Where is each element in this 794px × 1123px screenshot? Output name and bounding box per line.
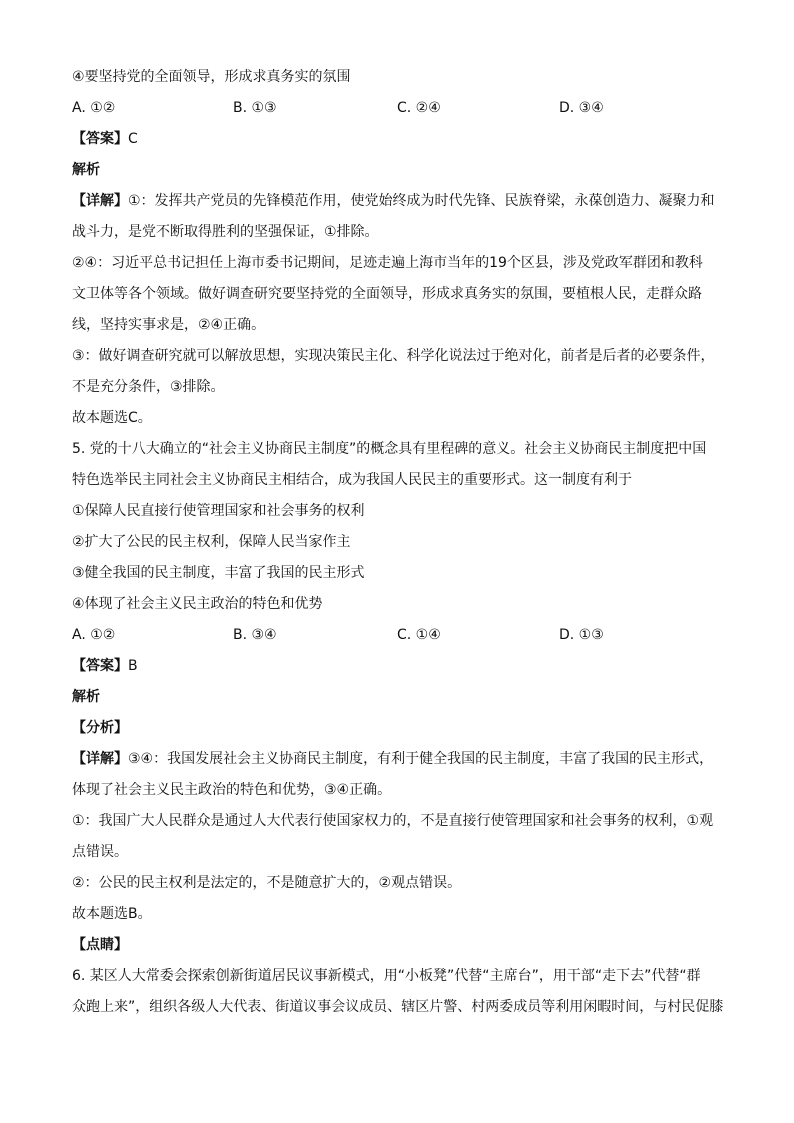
q4-analysis-heading: 解析 [72,162,100,178]
q5-detail-line-1 [72,744,724,775]
q5-answer [72,651,724,682]
q4-detail-line-1 [72,186,724,217]
q5-comment-heading: 【点睛】 [72,937,128,953]
q4-detail-line-5: 线，坚持实事求是，②④正确。 [72,317,266,333]
q4-option-d: D. ③④ [559,100,604,116]
q4-detail-line-3: ②④：习近平总书记担任上海市委书记期间，足迹走遍上海市当年的19个区县，涉及党政军群团和教科 [72,255,703,271]
q4-detail-tag: 【详解】 [72,193,128,209]
q4-option-c: C. ②④ [397,100,441,116]
q5-detail-line-3: ①：我国广大人民群众是通过人大代表行使国家权力的，不是直接行使管理国家和社会事务的权利，①观 [72,813,714,829]
q4-detail-line-6: ③：做好调查研究就可以解放思想，实现决策民主化、科学化说法过于绝对化，前者是后者的必要条件， [72,348,715,364]
q5-detail-line-2: 体现了社会主义民主政治的特色和优势，③④正确。 [72,782,392,798]
document-page [72,62,724,1023]
q5-stem-line-1: 5. 党的十八大确立的“社会主义协商民主制度”的概念具有里程碑的意义。社会主义协商民主制度把中国 [72,441,707,457]
q4-detail-line-2: 战斗力，是党不断取得胜利的坚强保证，①排除。 [72,224,379,240]
q6-stem-line-2: 众跑上来”，组织各级人大代表、街道议事会议成员、辖区片警、村两委成员等利用闲暇时间，与村民促膝 [72,999,724,1015]
q6-stem-line-1: 6. 某区人大常委会探索创新街道居民议事新模式，用“小板凳”代替“主席台”，用干部“走下去”代替“群 [72,968,701,984]
q5-options [72,620,724,651]
q5-option-d: D. ①③ [559,627,604,643]
q4-answer [72,124,724,155]
q5-detail-text: ③④：我国发展社会主义协商民主制度，有利于健全我国的民主制度，丰富了我国的民主形式， [128,751,714,767]
q5-option-b: B. ③④ [233,627,277,643]
q4-option-b: B. ①③ [233,100,277,116]
q4-detail-text: ①：发挥共产党员的先锋模范作用，使党始终成为时代先锋、民族脊梁，永葆创造力、凝聚力和 [128,193,715,209]
q5-item-4: ④体现了社会主义民主政治的特色和优势 [72,596,323,612]
q4-options [72,93,724,124]
q4-conclusion: 故本题选C。 [72,410,152,426]
q5-analysis-heading: 解析 [72,689,100,705]
q5-analysis2-heading: 【分析】 [72,720,128,736]
q5-item-2: ②扩大了公民的民主权利，保障人民当家作主 [72,534,351,550]
q5-item-3: ③健全我国的民主制度，丰富了我国的民主形式 [72,565,365,581]
q4-detail-line-4: 文卫体等各个领域。做好调查研究要坚持党的全面领导，形成求真务实的氛围，要植根人民，走群众路 [72,286,702,302]
q4-answer-value: C [128,131,138,147]
q5-answer-tag: 【答案】 [72,658,128,674]
q5-answer-value: B [128,658,138,674]
q5-option-a: A. ①② [72,627,116,643]
q4-detail-line-7: 不是充分条件，③排除。 [72,379,225,395]
q5-stem-line-2: 特色选举民主同社会主义协商民主相结合，成为我国人民民主的重要形式。这一制度有利于 [72,472,632,488]
q5-detail-line-5: ②：公民的民主权利是法定的，不是随意扩大的，②观点错误。 [72,875,462,891]
q5-option-c: C. ①④ [397,627,441,643]
q5-item-1: ①保障人民直接行使管理国家和社会事务的权利 [72,503,365,519]
q5-conclusion: 故本题选B。 [72,906,152,922]
q4-answer-tag: 【答案】 [72,131,128,147]
q5-detail-tag: 【详解】 [72,751,128,767]
q4-item-4: ④要坚持党的全面领导，形成求真务实的氛围 [72,69,351,85]
q4-option-a: A. ①② [72,100,116,116]
q5-detail-line-4: 点错误。 [72,844,128,860]
